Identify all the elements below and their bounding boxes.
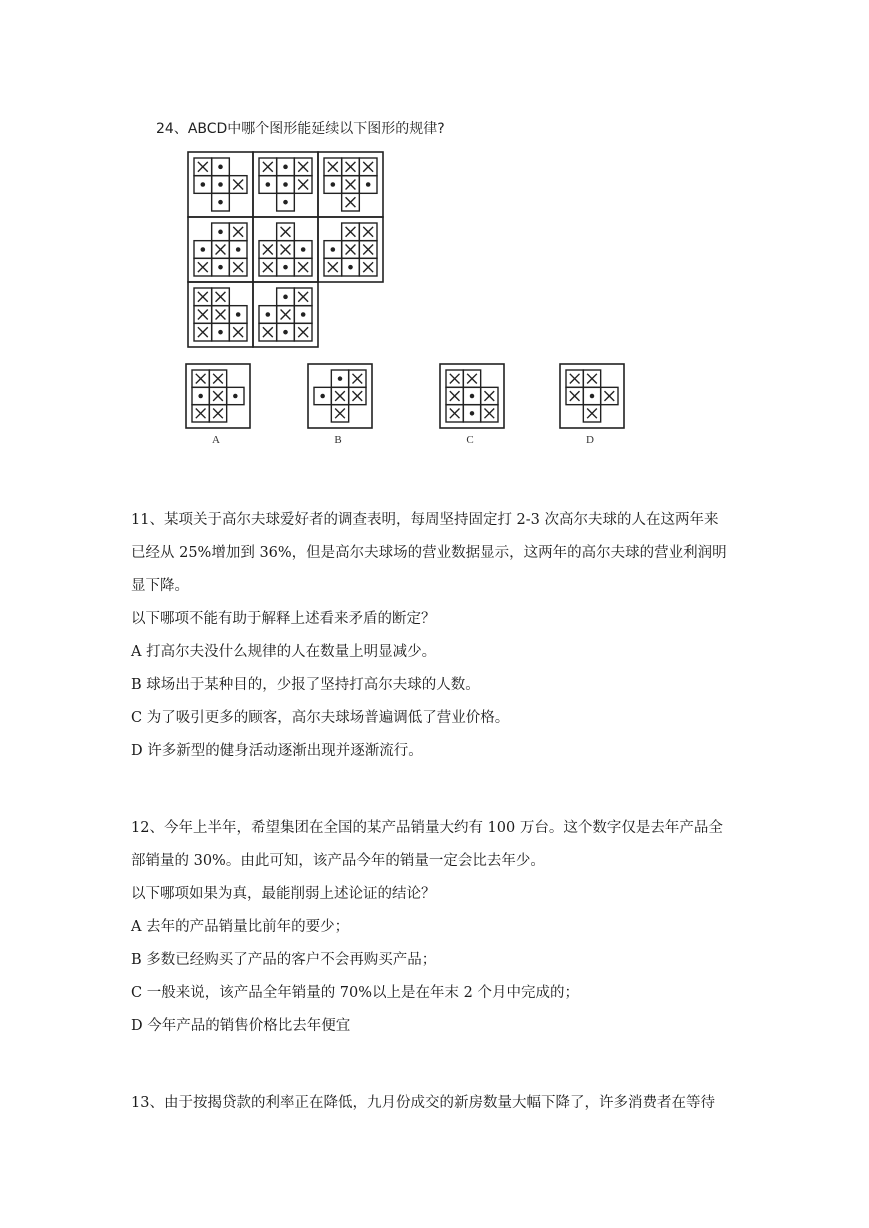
q11-stem-line: 显下降。 bbox=[131, 578, 189, 594]
dot-mark bbox=[233, 394, 238, 399]
dot-mark bbox=[301, 312, 306, 317]
dot-mark bbox=[283, 182, 288, 187]
dot-mark bbox=[236, 247, 241, 252]
dot-mark bbox=[218, 200, 223, 205]
dot-mark bbox=[320, 394, 325, 399]
question-24-title: 24、ABCD中哪个图形能延续以下图形的规律? bbox=[156, 121, 445, 137]
cross-figure bbox=[194, 158, 247, 211]
option-a-figure[interactable] bbox=[184, 362, 252, 430]
dot-mark bbox=[266, 182, 271, 187]
cross-figure bbox=[192, 370, 244, 422]
option-c-figure[interactable] bbox=[438, 362, 506, 430]
cross-figure bbox=[446, 370, 498, 422]
q12-option-b[interactable]: B 多数已经购买了产品的客户不会再购买产品； bbox=[131, 952, 437, 968]
question-11 bbox=[131, 504, 751, 768]
cross-figure bbox=[259, 158, 312, 211]
dot-mark bbox=[366, 182, 371, 187]
question-12 bbox=[131, 812, 751, 1043]
q11-stem-line: 11、某项关于高尔夫球爱好者的调查表明，每周坚持固定打 2-3 次高尔夫球的人在这两年来 bbox=[131, 512, 719, 528]
q12-option-c[interactable]: C 一般来说，该产品全年销量的 70%以上是在年末 2 个月中完成的； bbox=[131, 985, 579, 1001]
cross-figure bbox=[259, 288, 312, 341]
q12-option-a[interactable]: A 去年的产品销量比前年的要少； bbox=[131, 919, 350, 935]
q12-stem-line: 部销量的 30%。由此可知，该产品今年的销量一定会比去年少。 bbox=[131, 853, 545, 869]
q12-question: 以下哪项如果为真，最能削弱上述论证的结论？ bbox=[131, 886, 436, 902]
dot-mark bbox=[218, 265, 223, 270]
dot-mark bbox=[198, 394, 203, 399]
dot-mark bbox=[331, 247, 336, 252]
cross-figure bbox=[566, 370, 618, 422]
dot-mark bbox=[201, 182, 206, 187]
dot-mark bbox=[348, 265, 353, 270]
dot-mark bbox=[470, 394, 475, 399]
dot-mark bbox=[283, 200, 288, 205]
dot-mark bbox=[301, 247, 306, 252]
q11-option-a[interactable]: A 打高尔夫没什么规律的人在数量上明显减少。 bbox=[131, 644, 437, 660]
cross-figure bbox=[324, 158, 377, 211]
option-a-label: A bbox=[212, 434, 220, 446]
dot-mark bbox=[283, 330, 288, 335]
dot-mark bbox=[236, 312, 241, 317]
cross-figure bbox=[324, 223, 377, 276]
q13-stem-line: 13、由于按揭贷款的利率正在降低，九月份成交的新房数量大幅下降了，许多消费者在等待 bbox=[131, 1095, 715, 1111]
dot-mark bbox=[266, 312, 271, 317]
q11-question: 以下哪项不能有助于解释上述看来矛盾的断定？ bbox=[131, 611, 436, 627]
dot-mark bbox=[218, 330, 223, 335]
dot-mark bbox=[218, 230, 223, 235]
q12-option-d[interactable]: D 今年产品的销售价格比去年便宜 bbox=[131, 1018, 351, 1034]
dot-mark bbox=[283, 265, 288, 270]
dot-mark bbox=[338, 376, 343, 381]
q11-option-c[interactable]: C 为了吸引更多的顾客，高尔夫球场普遍调低了营业价格。 bbox=[131, 710, 510, 726]
dot-mark bbox=[283, 295, 288, 300]
option-b-label: B bbox=[334, 434, 342, 446]
dot-mark bbox=[331, 182, 336, 187]
cross-figure bbox=[194, 223, 247, 276]
q11-stem-line: 已经从 25%增加到 36%，但是高尔夫球场的营业数据显示，这两年的高尔夫球的营业利润明 bbox=[131, 545, 727, 561]
option-c-label: C bbox=[466, 434, 474, 446]
cross-figure bbox=[194, 288, 247, 341]
dot-mark bbox=[590, 394, 595, 399]
dot-mark bbox=[218, 165, 223, 170]
question-13 bbox=[131, 1087, 751, 1120]
option-d-label: D bbox=[586, 434, 594, 446]
dot-mark bbox=[218, 182, 223, 187]
dot-mark bbox=[201, 247, 206, 252]
q12-stem-line: 12、今年上半年，希望集团在全国的某产品销量大约有 100 万台。这个数字仅是去年产品全 bbox=[131, 820, 723, 836]
option-d-figure[interactable] bbox=[558, 362, 626, 430]
q11-option-d[interactable]: D 许多新型的健身活动逐渐出现并逐渐流行。 bbox=[131, 743, 423, 759]
dot-mark bbox=[470, 411, 475, 416]
option-b-figure[interactable] bbox=[306, 362, 374, 430]
q11-option-b[interactable]: B 球场出于某种目的，少报了坚持打高尔夫球的人数。 bbox=[131, 677, 480, 693]
dot-mark bbox=[283, 165, 288, 170]
puzzle-grid bbox=[186, 150, 386, 350]
cross-figure bbox=[314, 370, 366, 422]
cross-figure bbox=[259, 223, 312, 276]
